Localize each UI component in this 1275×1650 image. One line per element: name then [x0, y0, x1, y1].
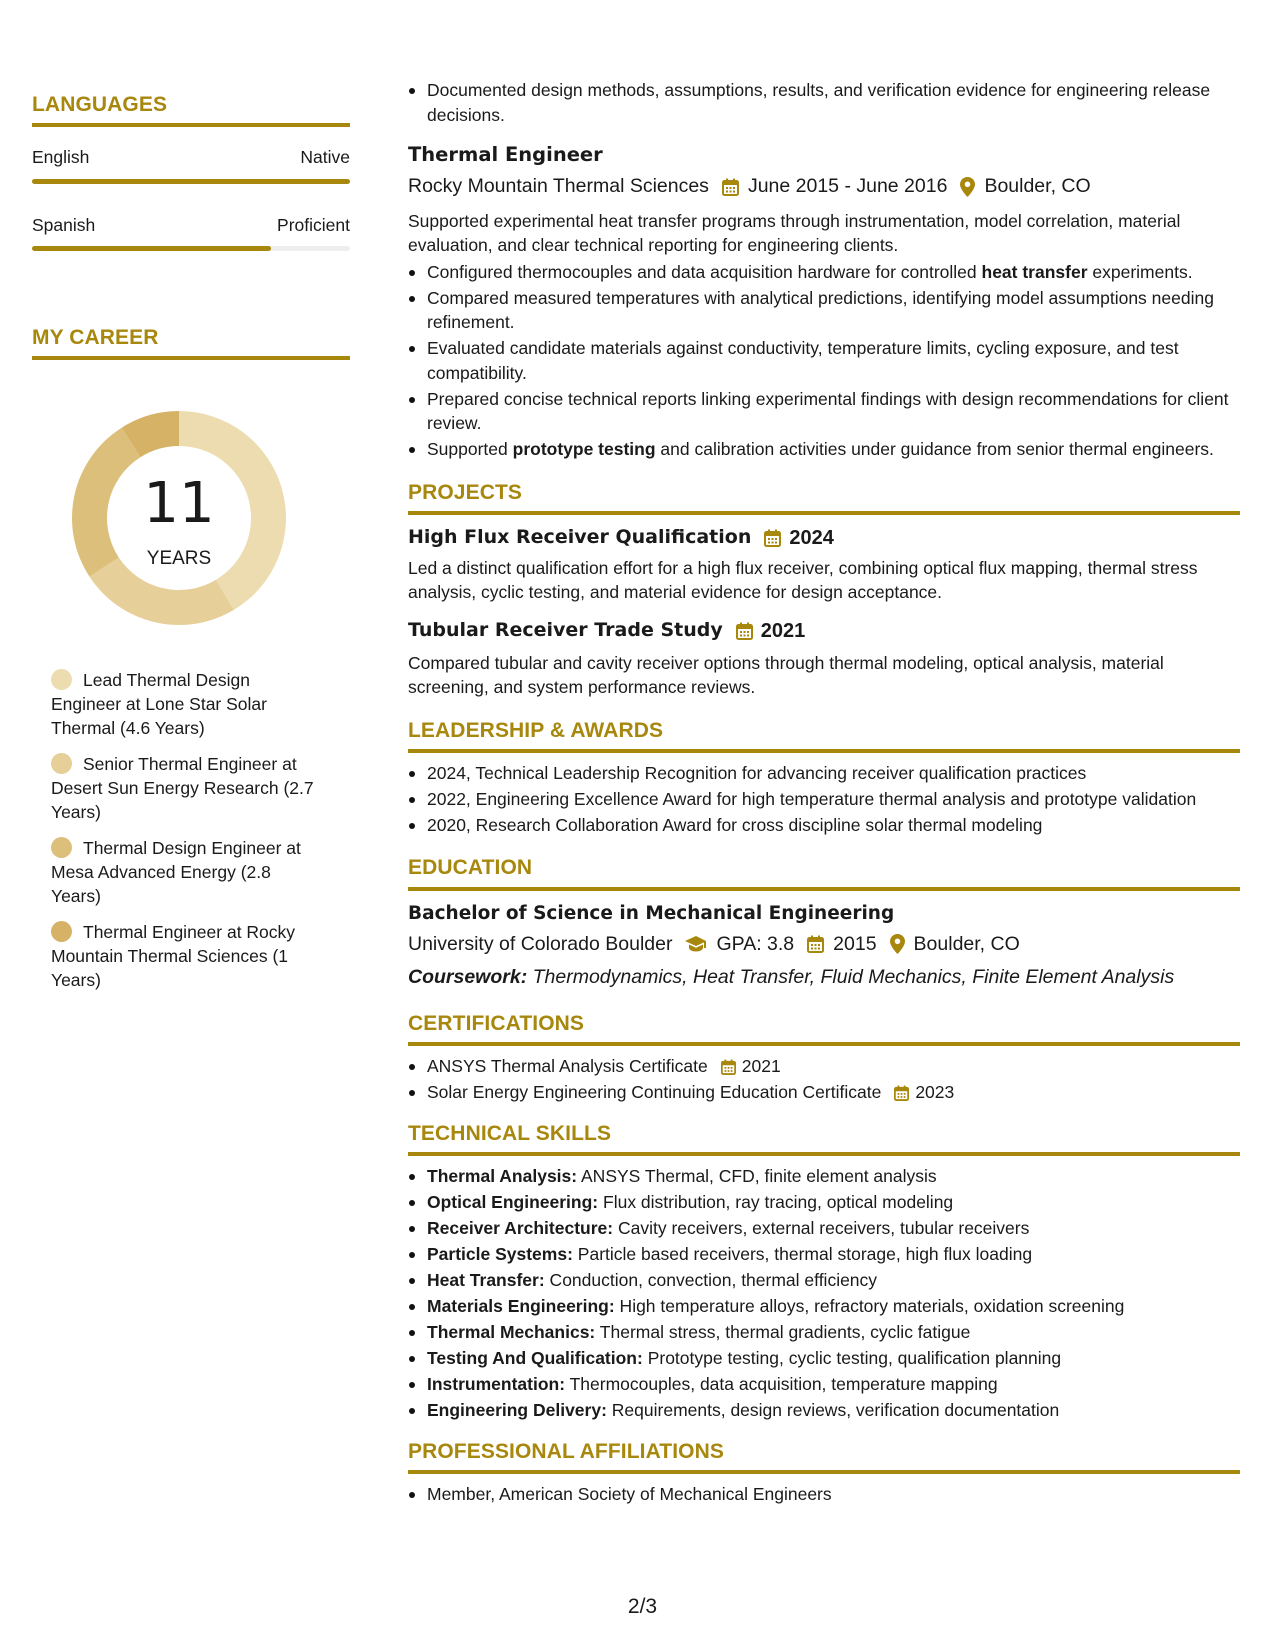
section-rule	[408, 511, 1240, 515]
bullet-text: Supported	[427, 439, 513, 460]
language-bar	[32, 179, 350, 184]
languages-section	[32, 92, 350, 251]
school-name: University of Colorado Boulder	[408, 932, 673, 955]
section-title-certifications: CERTIFICATIONS	[408, 1012, 585, 1036]
legend-item	[51, 836, 322, 908]
project-year: 2021	[760, 619, 806, 642]
list-item: Documented design methods, assumptions, results, and verification evidence for engineering release decisions.	[408, 78, 1240, 127]
degree-title: Bachelor of Science in Mechanical Engineering	[408, 902, 895, 924]
language-name: Spanish	[32, 214, 96, 235]
school-location: Boulder, CO	[913, 932, 1020, 955]
calendar-icon	[764, 529, 781, 547]
gpa: GPA: 3.8	[716, 932, 795, 955]
list-item: Prepared concise technical reports linking experimental findings with design recommendations for client review.	[408, 387, 1240, 436]
certification-year: 2021	[741, 1056, 781, 1077]
legend-text: Thermal Design Engineer at Mesa Advanced Energy (2.8 Years)	[51, 838, 301, 907]
bullet-bold: heat transfer	[981, 261, 1088, 282]
list-item	[408, 1398, 1240, 1423]
skill-label: Optical Engineering:	[427, 1192, 599, 1213]
skill-value: Prototype testing, cyclic testing, qualification planning	[642, 1348, 1062, 1369]
section-title-awards: LEADERSHIP & AWARDS	[408, 718, 664, 742]
skill-label: Particle Systems:	[427, 1244, 573, 1265]
skill-value: Thermocouples, data acquisition, temperature mapping	[565, 1374, 998, 1395]
project-title	[408, 524, 1240, 552]
list-item: Evaluated candidate materials against conductivity, temperature limits, cycling exposure, and test compatibility.	[408, 336, 1240, 385]
section-rule	[32, 123, 350, 127]
job-company: Rocky Mountain Thermal Sciences	[408, 175, 709, 198]
career-donut-chart	[65, 404, 293, 632]
section-rule	[408, 1152, 1240, 1156]
calendar-icon	[722, 178, 739, 196]
calendar-icon	[894, 1085, 909, 1101]
career-total-years: 11	[143, 471, 215, 537]
list-item	[408, 260, 1240, 285]
section-rule	[408, 887, 1240, 891]
language-bar-fill	[32, 179, 350, 184]
list-item	[408, 1242, 1240, 1267]
language-bar-fill	[32, 246, 271, 251]
career-legend	[32, 668, 322, 992]
projects-section	[408, 480, 1240, 700]
coursework	[408, 964, 1240, 991]
list-item	[408, 437, 1240, 462]
section-title-affiliations: PROFESSIONAL AFFILIATIONS	[408, 1439, 724, 1463]
language-level: Proficient	[277, 214, 350, 235]
list-item: 2020, Research Collaboration Award for cross discipline solar thermal modeling	[408, 813, 1240, 838]
legend-dot	[51, 753, 72, 774]
skill-label: Testing And Qualification:	[427, 1348, 643, 1369]
project-year: 2024	[789, 526, 834, 549]
awards-section	[408, 718, 1240, 838]
list-item: Compared measured temperatures with analytical predictions, identifying model assumptions needing refinement.	[408, 286, 1240, 335]
job-bullets	[408, 260, 1240, 462]
education-meta	[408, 931, 1240, 958]
project-description: Compared tubular and cavity receiver options through thermal modeling, optical analysis, material screening, and system performance reviews.	[408, 652, 1164, 698]
skills-section	[408, 1121, 1240, 1423]
list-item: Member, American Society of Mechanical Engineers	[408, 1482, 1240, 1507]
bullet-bold: prototype testing	[512, 439, 656, 460]
affiliations-list	[408, 1482, 1240, 1507]
certifications-section	[408, 1011, 1240, 1105]
skill-value: Flux distribution, ray tracing, optical modeling	[598, 1192, 954, 1213]
job-dates: June 2015 - June 2016	[747, 175, 948, 198]
skill-value: Cavity receivers, external receivers, tubular receivers	[613, 1218, 1030, 1239]
legend-dot	[51, 837, 72, 858]
bullet-text: Configured thermocouples and data acquisition hardware for controlled	[427, 261, 982, 282]
legend-dot	[51, 921, 72, 942]
legend-item	[51, 752, 322, 824]
skill-label: Thermal Analysis:	[427, 1166, 578, 1187]
skill-value: Thermal stress, thermal gradients, cyclic fatigue	[595, 1322, 971, 1343]
bullet-text: experiments.	[1087, 261, 1193, 282]
education-section	[408, 855, 1240, 991]
section-title-skills: TECHNICAL SKILLS	[408, 1121, 612, 1145]
legend-text: Lead Thermal Design Engineer at Lone Star Solar Thermal (4.6 Years)	[51, 670, 267, 739]
project-description: Led a distinct qualification effort for a high flux receiver, combining optical flux mapping, thermal stress analysis, cyclic testing, and material evidence for design acceptance.	[408, 557, 1198, 603]
list-item: 2022, Engineering Excellence Award for high temperature thermal analysis and prototype validation	[408, 787, 1240, 812]
section-title-projects: PROJECTS	[408, 480, 522, 504]
section-title-languages: LANGUAGES	[32, 93, 168, 116]
page-number: 2/3	[627, 1595, 658, 1618]
skill-label: Engineering Delivery:	[427, 1400, 607, 1421]
job-title: Thermal Engineer	[408, 143, 603, 166]
skill-label: Heat Transfer:	[427, 1270, 545, 1291]
job-summary: Supported experimental heat transfer programs through instrumentation, model correlation, material evaluation, and clear technical reporting for engineering clients.	[408, 210, 1181, 256]
awards-list	[408, 761, 1240, 838]
map-pin-icon	[960, 177, 975, 197]
list-item	[408, 1080, 1240, 1105]
skill-label: Thermal Mechanics:	[427, 1322, 596, 1343]
language-name: English	[32, 147, 90, 168]
legend-text: Senior Thermal Engineer at Desert Sun Energy Research (2.7 Years)	[51, 754, 314, 823]
graduation-year: 2015	[833, 932, 877, 955]
certification-name: Solar Energy Engineering Continuing Education Certificate	[427, 1082, 882, 1103]
certification-year: 2023	[915, 1082, 955, 1103]
career-total-label: YEARS	[146, 548, 212, 570]
skill-value: Particle based receivers, thermal storage, high flux loading	[572, 1244, 1033, 1265]
list-item	[408, 1294, 1240, 1319]
job-meta	[408, 173, 1240, 200]
list-item	[408, 1190, 1240, 1215]
project-name: High Flux Receiver Qualification	[408, 526, 752, 549]
calendar-icon	[736, 622, 753, 640]
left-column	[32, 92, 350, 1004]
section-rule	[408, 1042, 1240, 1046]
section-rule	[408, 1470, 1240, 1474]
legend-item	[51, 668, 322, 740]
skill-value: Conduction, convection, thermal efficiency	[544, 1270, 878, 1291]
coursework-label: Coursework:	[408, 965, 528, 988]
skill-value: High temperature alloys, refractory materials, oxidation screening	[614, 1296, 1125, 1317]
list-item: 2024, Technical Leadership Recognition for advancing receiver qualification practices	[408, 761, 1240, 786]
bullet-text: and calibration activities under guidance from senior thermal engineers.	[655, 439, 1214, 460]
skill-label: Receiver Architecture:	[427, 1218, 614, 1239]
skill-label: Instrumentation:	[427, 1374, 566, 1395]
language-item	[32, 145, 350, 184]
list-item	[408, 1372, 1240, 1397]
certifications-list	[408, 1054, 1240, 1105]
legend-dot	[51, 669, 72, 690]
certification-name: ANSYS Thermal Analysis Certificate	[427, 1056, 708, 1077]
experience-tail-list	[408, 78, 1240, 127]
skill-value: Requirements, design reviews, verification documentation	[606, 1400, 1060, 1421]
language-level: Native	[300, 147, 350, 168]
list-item	[408, 1164, 1240, 1189]
project-name: Tubular Receiver Trade Study	[408, 619, 723, 642]
language-item	[32, 213, 350, 252]
coursework-list: Thermodynamics, Heat Transfer, Fluid Mechanics, Finite Element Analysis	[527, 965, 1175, 988]
legend-item	[51, 920, 322, 992]
project-title	[408, 617, 1240, 645]
section-rule	[408, 749, 1240, 753]
list-item	[408, 1054, 1240, 1079]
affiliations-section	[408, 1439, 1240, 1507]
right-column	[408, 78, 1240, 1508]
graduation-cap-icon	[685, 936, 707, 952]
list-item	[408, 1268, 1240, 1293]
language-bar	[32, 246, 350, 251]
section-rule	[32, 356, 350, 360]
list-item	[408, 1320, 1240, 1345]
list-item	[408, 1346, 1240, 1371]
list-item	[408, 1216, 1240, 1241]
skill-value: ANSYS Thermal, CFD, finite element analysis	[577, 1166, 937, 1187]
section-title-career: MY CAREER	[32, 326, 159, 350]
job-location: Boulder, CO	[984, 175, 1091, 198]
job-entry	[408, 141, 1240, 462]
legend-text: Thermal Engineer at Rocky Mountain Thermal Sciences (1 Years)	[51, 922, 296, 991]
map-pin-icon	[890, 934, 905, 954]
calendar-icon	[807, 935, 824, 953]
career-section	[32, 325, 350, 992]
skill-label: Materials Engineering:	[427, 1296, 615, 1317]
calendar-icon	[721, 1059, 736, 1075]
skills-list	[408, 1164, 1240, 1423]
section-title-education: EDUCATION	[408, 856, 533, 880]
